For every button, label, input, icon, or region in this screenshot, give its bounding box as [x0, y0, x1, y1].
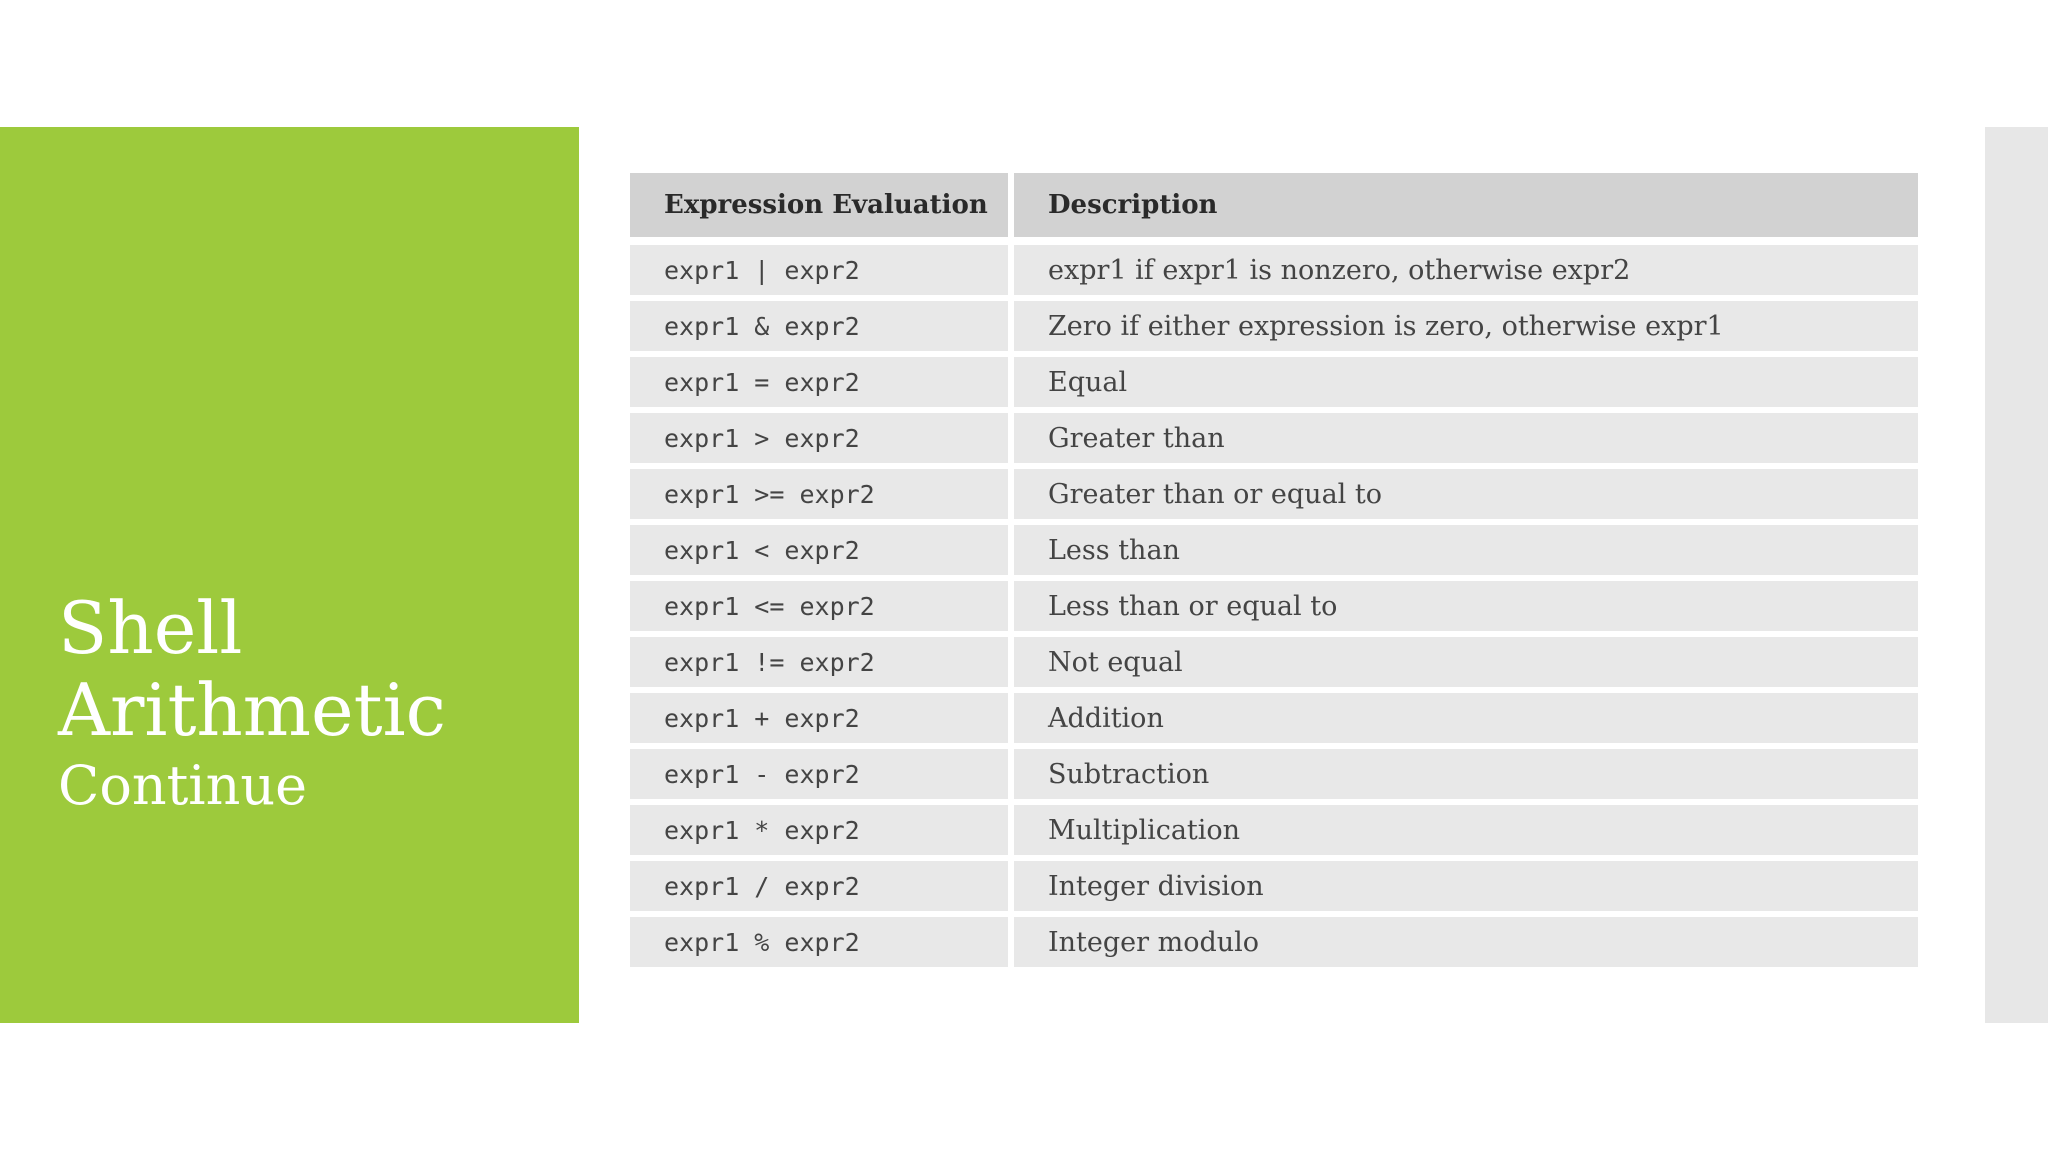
expression-cell: expr1 + expr2 [630, 693, 1008, 743]
table-row [630, 637, 1918, 687]
table-row [630, 413, 1918, 463]
slide-title [58, 587, 446, 821]
table-row [630, 805, 1918, 855]
table-header-row [630, 173, 1918, 239]
slide-subtitle: Continue [58, 754, 308, 817]
description-cell: Greater than [1014, 413, 1918, 463]
table-body [630, 245, 1918, 967]
description-cell: Integer modulo [1014, 917, 1918, 967]
expression-cell: expr1 | expr2 [630, 245, 1008, 295]
expression-cell: expr1 >= expr2 [630, 469, 1008, 519]
description-cell: Zero if either expression is zero, otherwise expr1 [1014, 301, 1918, 351]
table-row [630, 917, 1918, 967]
column-header-description: Description [1014, 173, 1918, 239]
description-cell: expr1 if expr1 is nonzero, otherwise expr2 [1014, 245, 1918, 295]
expression-cell: expr1 != expr2 [630, 637, 1008, 687]
description-cell: Integer division [1014, 861, 1918, 911]
description-cell: Addition [1014, 693, 1918, 743]
expression-cell: expr1 <= expr2 [630, 581, 1008, 631]
expression-cell: expr1 & expr2 [630, 301, 1008, 351]
expression-table [624, 167, 1924, 973]
title-panel [0, 127, 579, 1023]
column-header-expression: Expression Evaluation [630, 173, 1008, 239]
table-row [630, 245, 1918, 295]
description-cell: Greater than or equal to [1014, 469, 1918, 519]
table-row [630, 469, 1918, 519]
expression-cell: expr1 * expr2 [630, 805, 1008, 855]
description-cell: Not equal [1014, 637, 1918, 687]
table-row [630, 357, 1918, 407]
table-row [630, 301, 1918, 351]
description-cell: Equal [1014, 357, 1918, 407]
expression-cell: expr1 / expr2 [630, 861, 1008, 911]
title-line-1: Shell [58, 586, 243, 670]
title-line-2: Arithmetic [58, 668, 446, 752]
description-cell: Subtraction [1014, 749, 1918, 799]
table-row [630, 693, 1918, 743]
table-row [630, 861, 1918, 911]
table-row [630, 581, 1918, 631]
expression-cell: expr1 = expr2 [630, 357, 1008, 407]
expression-cell: expr1 > expr2 [630, 413, 1008, 463]
expression-cell: expr1 % expr2 [630, 917, 1008, 967]
description-cell: Less than [1014, 525, 1918, 575]
expression-table-container [630, 173, 1918, 967]
table-row [630, 749, 1918, 799]
expression-cell: expr1 - expr2 [630, 749, 1008, 799]
description-cell: Less than or equal to [1014, 581, 1918, 631]
expression-cell: expr1 < expr2 [630, 525, 1008, 575]
table-row [630, 525, 1918, 575]
description-cell: Multiplication [1014, 805, 1918, 855]
right-decorative-strip [1985, 127, 2048, 1023]
